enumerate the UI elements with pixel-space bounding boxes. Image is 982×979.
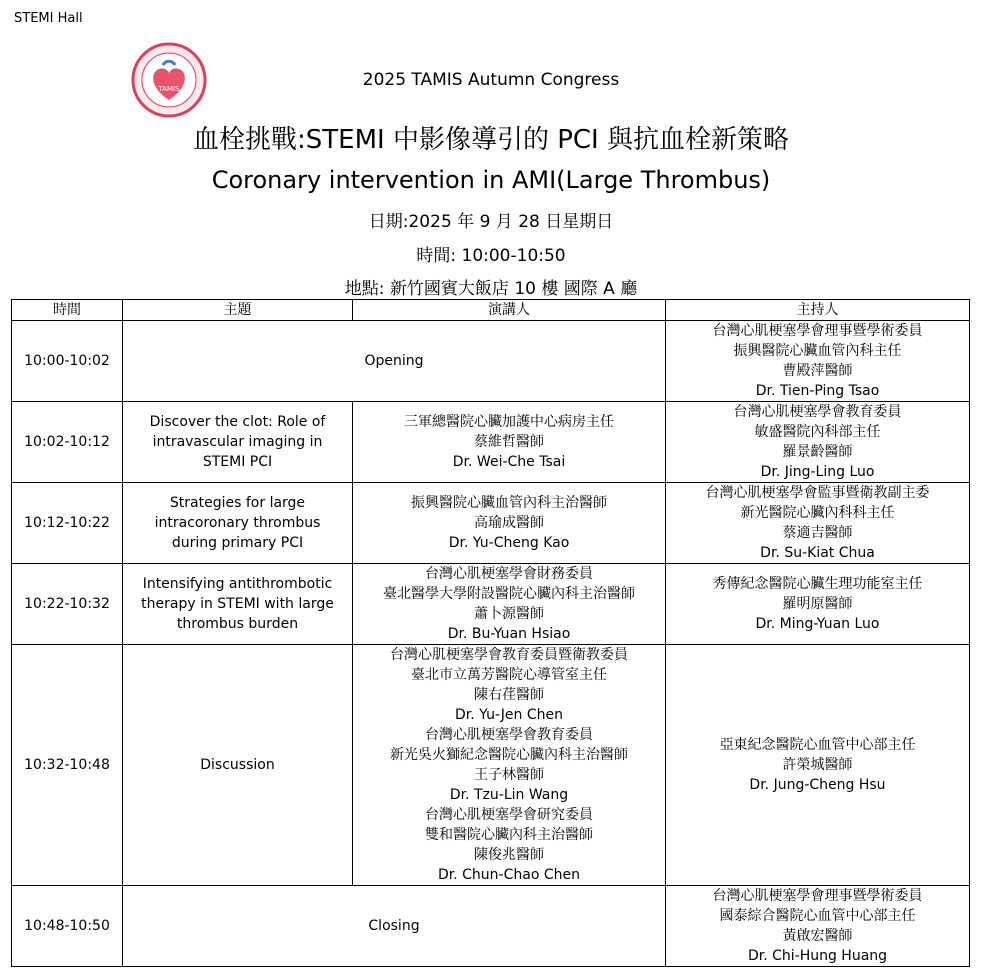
speaker-cell-line: 高瑜成醫師 — [474, 515, 544, 531]
time-cell: 10:32-10:48 — [12, 645, 123, 886]
topic-cell: Opening — [123, 321, 666, 402]
speaker-cell-line: Dr. Chun-Chao Chen — [438, 867, 580, 883]
speaker-cell-line: 蕭卜源醫師 — [474, 606, 544, 622]
time-cell: 10:22-10:32 — [12, 564, 123, 645]
speaker-cell-line: 台灣心肌梗塞學會財務委員 — [425, 566, 593, 582]
moderator-cell-line: 許榮城醫師 — [782, 757, 853, 773]
topic-cell — [123, 483, 353, 564]
moderator-cell — [666, 402, 970, 483]
table-row — [12, 483, 970, 564]
table-row — [12, 402, 970, 483]
speaker-cell-line: 臺北市立萬芳醫院心導管室主任 — [411, 667, 607, 683]
speaker-cell-line: Dr. Wei-Che Tsai — [452, 454, 566, 470]
session-venue: 地點: 新竹國賓大飯店 10 樓 國際 A 廳 — [344, 279, 638, 299]
speaker-cell-line: 雙和醫院心臟內科主治醫師 — [425, 827, 593, 843]
schedule-table — [11, 299, 970, 967]
speaker-cell-line: 振興醫院心臟血管內科主治醫師 — [411, 495, 607, 511]
moderator-cell — [666, 645, 970, 886]
moderator-cell-line: 黃啟宏醫師 — [782, 928, 853, 944]
header-time: 時間 — [12, 300, 123, 321]
moderator-cell-line: Dr. Tien-Ping Tsao — [755, 383, 880, 399]
time-cell: 10:00-10:02 — [12, 321, 123, 402]
speaker-cell-line: Dr. Tzu-Lin Wang — [449, 787, 569, 803]
moderator-cell-line: 亞東紀念醫院心血管中心部主任 — [719, 737, 916, 753]
moderator-cell — [666, 483, 970, 564]
moderator-cell-line: 敏盛醫院內科部主任 — [754, 424, 881, 440]
speaker-cell-line: Dr. Yu-Jen Chen — [454, 707, 563, 723]
moderator-cell — [666, 886, 970, 967]
time-cell: 10:02-10:12 — [12, 402, 123, 483]
speaker-cell-line: 王子林醫師 — [474, 767, 544, 783]
moderator-cell-line: Dr. Jing-Ling Luo — [760, 464, 875, 480]
table-row — [12, 564, 970, 645]
moderator-cell-line: 台灣心肌梗塞學會監事暨衛教副主委 — [705, 485, 930, 501]
speaker-cell-line: Dr. Yu-Cheng Kao — [448, 535, 570, 551]
header-topic: 主題 — [123, 300, 353, 321]
session-time: 時間: 10:00-10:50 — [416, 246, 566, 266]
moderator-cell-line: 蔡適吉醫師 — [782, 525, 853, 541]
topic-cell-line: Intensifying antithrombotic — [142, 576, 333, 592]
speaker-cell — [353, 564, 666, 645]
session-title-chinese: 血栓挑戰:STEMI 中影像導引的 PCI 與抗血栓新策略 — [193, 125, 789, 155]
topic-cell-line: Discover the clot: Role of — [149, 414, 326, 430]
speaker-cell-line: 臺北醫學大學附設醫院心臟內科主治醫師 — [383, 586, 635, 602]
speaker-cell-line: Dr. Bu-Yuan Hsiao — [447, 626, 571, 642]
moderator-cell-line: 台灣心肌梗塞學會理事暨學術委員 — [712, 888, 923, 904]
svg-text:TAMIS: TAMIS — [158, 85, 180, 93]
hall-label: STEMI Hall — [14, 11, 83, 26]
topic-cell-line: Strategies for large — [169, 495, 306, 511]
moderator-cell-line: 曹殿萍醫師 — [782, 363, 853, 379]
speaker-cell — [353, 402, 666, 483]
table-row — [12, 645, 970, 886]
topic-cell-line: during primary PCI — [171, 535, 304, 551]
topic-cell-line: STEMI PCI — [202, 454, 273, 470]
moderator-cell-line: Dr. Su-Kiat Chua — [760, 545, 875, 561]
time-cell: 10:12-10:22 — [12, 483, 123, 564]
topic-cell-line: intravascular imaging in — [152, 434, 323, 450]
table-row — [12, 886, 970, 967]
moderator-cell — [666, 564, 970, 645]
moderator-cell-line: Dr. Ming-Yuan Luo — [755, 616, 880, 632]
speaker-cell-line: 陳右荏醫師 — [474, 687, 544, 703]
moderator-cell-line: 羅明原醫師 — [782, 596, 853, 612]
speaker-cell-line: 三軍總醫院心臟加護中心病房主任 — [404, 414, 614, 430]
moderator-cell-line: 秀傳紀念醫院心臟生理功能室主任 — [712, 576, 923, 592]
moderator-cell-line: 國泰綜合醫院心血管中心部主任 — [719, 908, 916, 924]
moderator-cell-line: 新光醫院心臟內科科主任 — [740, 505, 895, 521]
moderator-cell-line: Dr. Jung-Cheng Hsu — [749, 777, 886, 793]
topic-cell-line: thrombus burden — [176, 616, 299, 632]
speaker-cell-line: 蔡維哲醫師 — [474, 434, 544, 450]
congress-title: 2025 TAMIS Autumn Congress — [362, 70, 620, 90]
speaker-cell-line: 台灣心肌梗塞學會教育委員暨衛教委員 — [390, 647, 628, 663]
speaker-cell — [353, 483, 666, 564]
table-header-row — [12, 300, 970, 321]
moderator-cell-line: Dr. Chi-Hung Huang — [747, 948, 888, 964]
topic-cell-line: Discussion — [200, 757, 275, 773]
topic-cell — [123, 564, 353, 645]
speaker-cell-line: 台灣心肌梗塞學會研究委員 — [425, 807, 593, 823]
moderator-cell-line: 台灣心肌梗塞學會教育委員 — [733, 404, 902, 420]
speaker-cell — [353, 645, 666, 886]
topic-cell — [123, 645, 353, 886]
session-title-english: Coronary intervention in AMI(Large Thrombus) — [211, 166, 771, 194]
speaker-cell-line: 新光吳火獅紀念醫院心臟內科主治醫師 — [390, 747, 628, 763]
topic-cell: Closing — [123, 886, 666, 967]
moderator-cell-line: 羅景齡醫師 — [782, 444, 853, 460]
table-row — [12, 321, 970, 402]
speaker-cell-line: 台灣心肌梗塞學會教育委員 — [425, 727, 593, 743]
topic-cell — [123, 402, 353, 483]
topic-cell-line: intracoronary thrombus — [154, 515, 321, 531]
moderator-cell — [666, 321, 970, 402]
speaker-cell-line: 陳俊兆醫師 — [474, 847, 544, 863]
time-cell: 10:48-10:50 — [12, 886, 123, 967]
moderator-cell-line: 振興醫院心臟血管內科主任 — [733, 343, 902, 359]
topic-cell-line: therapy in STEMI with large — [141, 596, 334, 612]
session-date: 日期:2025 年 9 月 28 日星期日 — [368, 212, 614, 232]
moderator-cell-line: 台灣心肌梗塞學會理事暨學術委員 — [712, 323, 923, 339]
header-moderator: 主持人 — [666, 300, 970, 321]
header-speaker: 演講人 — [353, 300, 666, 321]
